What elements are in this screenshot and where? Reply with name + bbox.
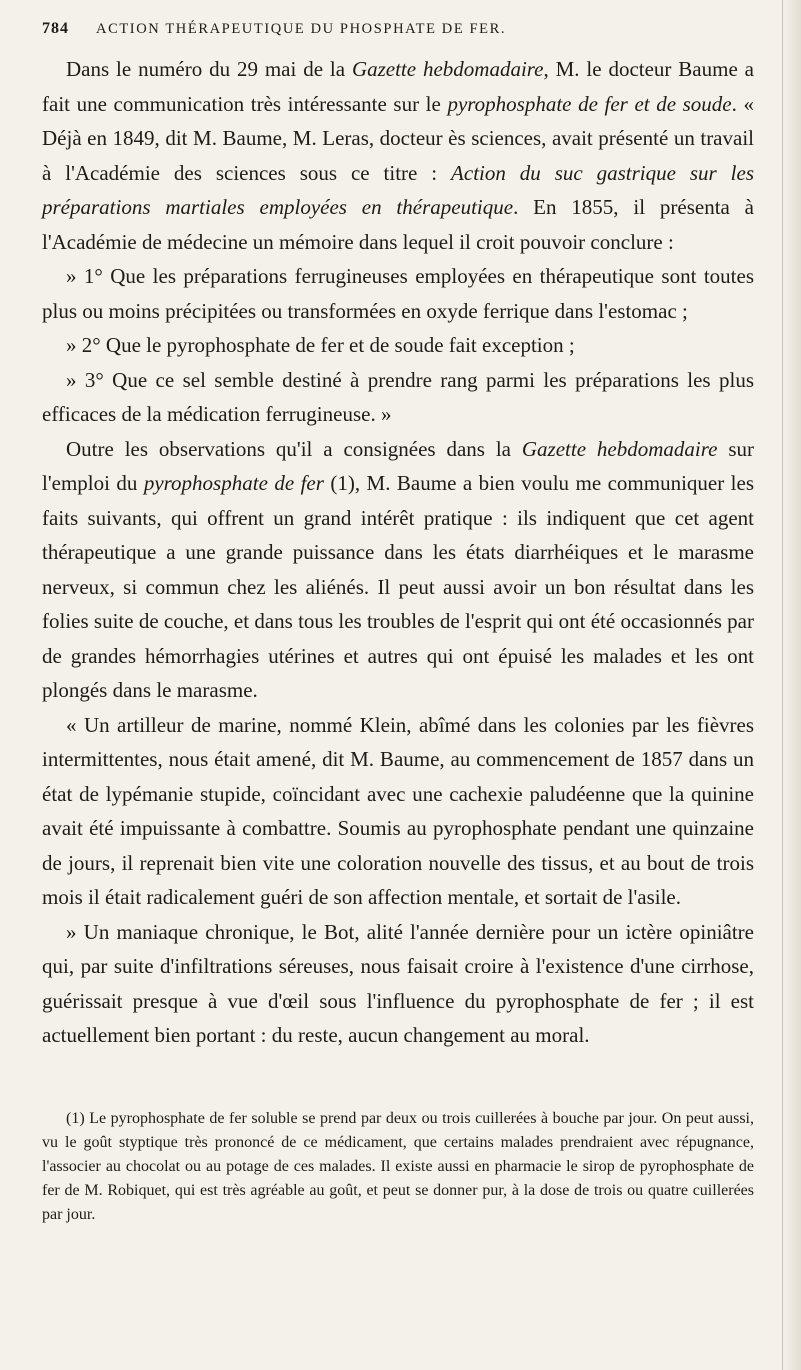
text-run: » 3° Que ce sel semble destiné à prendre rang parmi les préparations les plus efficaces de la médication ferrugineuse. » xyxy=(42,367,754,426)
italic-title: Gazette hebdomadaire xyxy=(351,57,544,81)
paragraph-p5 xyxy=(42,432,754,708)
text-run: . « Déjà en 1849, dit M. Baume, M. Leras, docteur ès sciences, avait présenté un travail à l'Académie des sciences sous ce titre : xyxy=(42,91,754,185)
main-text xyxy=(42,52,754,1053)
page-number: 784 xyxy=(42,20,69,37)
text-run: . En 1855, il présenta à l'Académie de médecine un mémoire dans lequel il croit pouvoir conclure : xyxy=(42,195,754,254)
paragraph-p1 xyxy=(42,52,754,259)
text-run: , M. le docteur Baume a fait une communication très intéressante sur le xyxy=(42,57,754,116)
footnote xyxy=(42,1107,754,1227)
italic-title: Gazette hebdomadaire xyxy=(521,436,718,461)
running-header xyxy=(42,20,754,50)
text-run: « Un artilleur de marine, nommé Klein, abîmé dans les colonies par les fièvres intermittentes, nous était amené, dit M. Baume, au commencement de 1857 dans un état de lypémanie stupide, coïncidant avec une cachexie paludéenne que la quinine avait été impuissante à combattre. Soumis au pyrophosphate pendant une quinzaine de jours, il reprenait bien vite une coloration nouvelle des tissus, et au bout de trois mois il était radicalement guéri de son affection mentale, et sortait de l'asile. xyxy=(42,712,754,909)
paragraph-p4 xyxy=(42,363,754,432)
text-run: (1), M. Baume a bien voulu me communiquer les faits suivants, qui offrent un grand intérêt pratique : ils indiquent que cet agent thérapeutique a une grande puissance dans les états diarrhéiques et le marasme nerveux, si commun chez les aliénés. Il peut aussi avoir un bon résultat dans les folies suite de couche, et dans tous les troubles de l'esprit qui ont été occasionnés par de grandes hémorrhagies utérines et autres qui ont épuisé les malades et les ont plongés dans le marasme. xyxy=(42,471,754,702)
italic-title: pyrophosphate de fer et de soude xyxy=(447,91,732,116)
footnote-text: (1) Le pyrophosphate de fer soluble se prend par deux ou trois cuillerées à bouche par jour. On peut aussi, vu le goût styptique très prononcé de ce médicament, que certains malades prendraient avec répugnance, l'associer au chocolat ou au potage de ces malades. Il existe aussi en pharmacie le sirop de pyrophosphate de fer de M. Robiquet, qui est très agréable au goût, et peut se donner pur, à la dose de trois ou quatre cuillerées par jour. xyxy=(42,1110,754,1223)
text-run: » 2° Que le pyrophosphate de fer et de soude fait exception ; xyxy=(66,333,575,357)
italic-title: Action du suc gastrique sur les préparations martiales employées en thérapeutique xyxy=(42,160,754,219)
paragraph-p2 xyxy=(42,259,754,328)
page-gutter-edge xyxy=(782,0,801,1370)
text-run: » Un maniaque chronique, le Bot, alité l'année dernière pour un ictère opiniâtre qui, par suite d'infiltrations séreuses, nous faisait croire à l'existence d'une cirrhose, guérissait presque à vue d'œil sous l'influence du pyrophosphate de fer ; il est actuellement bien portant : du reste, aucun changement au moral. xyxy=(42,919,754,1047)
paragraph-p6 xyxy=(42,708,754,915)
text-run: sur l'emploi du xyxy=(42,436,754,495)
text-run: » 1° Que les préparations ferrugineuses employées en thérapeutique sont toutes plus ou moins précipitées ou transformées en oxyde ferrique dans l'estomac ; xyxy=(42,264,754,323)
paragraph-p3 xyxy=(42,328,754,363)
text-run: Dans le numéro du 29 mai de la xyxy=(66,57,352,81)
italic-title: pyrophosphate de fer xyxy=(143,471,324,495)
text-run: Outre les observations qu'il a consignées dans la xyxy=(66,436,522,461)
paragraph-p7 xyxy=(42,915,754,1053)
running-title: ACTION THÉRAPEUTIQUE DU PHOSPHATE DE FER. xyxy=(96,21,507,37)
